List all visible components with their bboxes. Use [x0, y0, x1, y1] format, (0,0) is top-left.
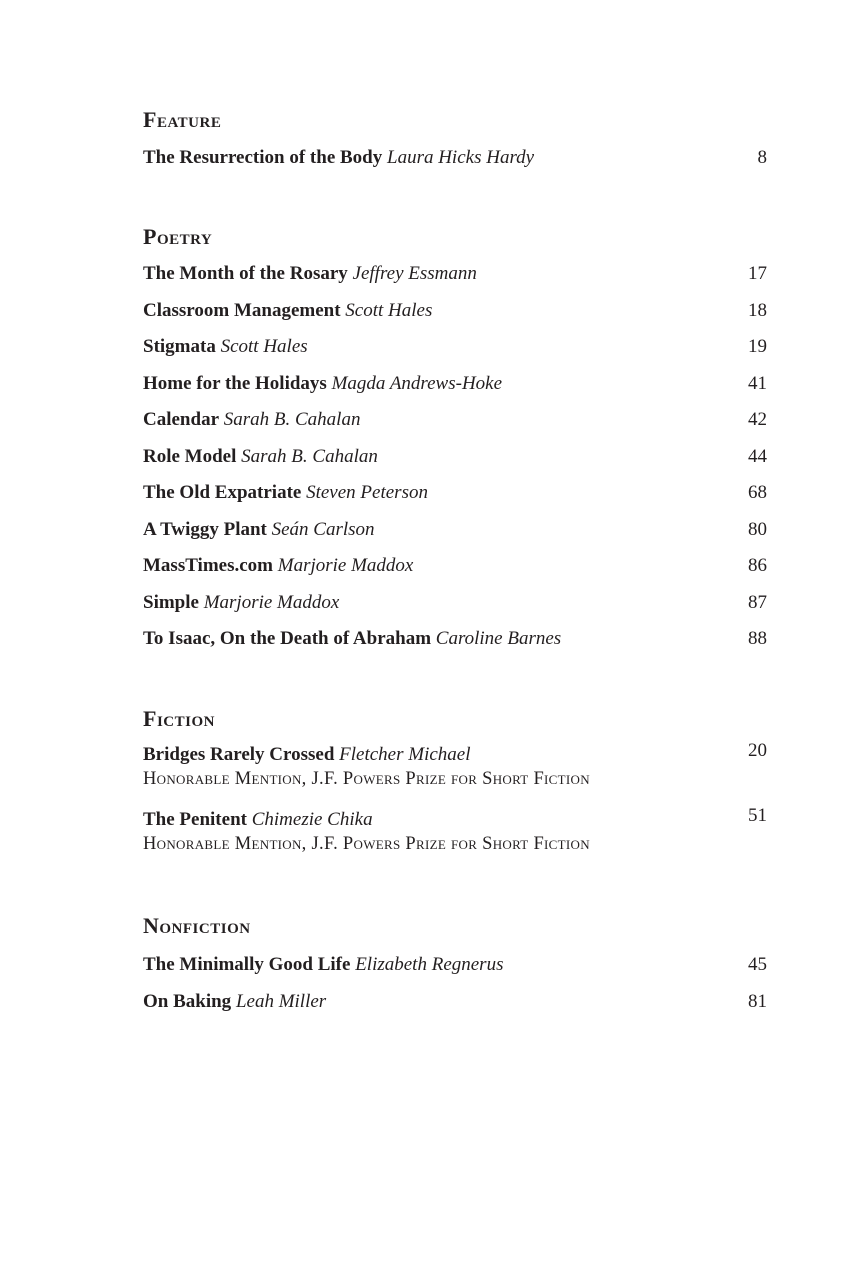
entry-author: Elizabeth Regnerus	[355, 954, 504, 975]
entry-author: Sarah B. Cahalan	[241, 445, 378, 467]
entry-author: Magda Andrews-Hoke	[331, 372, 503, 394]
toc-entry	[143, 627, 773, 664]
entry-title: Role Model	[143, 445, 237, 467]
section-heading: Nonfiction	[143, 913, 251, 938]
section-fiction	[143, 706, 773, 873]
entry-title: On Baking	[143, 990, 232, 1012]
toc-entry	[143, 445, 773, 482]
toc-entry	[143, 408, 773, 445]
toc-entry	[143, 591, 773, 628]
toc-entry	[143, 335, 773, 372]
entry-title: MassTimes.com	[143, 555, 273, 576]
entry-title: Calendar	[143, 409, 219, 430]
entry-author: Caroline Barnes	[435, 628, 562, 649]
toc-entry	[143, 554, 773, 591]
entry-page: 45	[748, 954, 767, 975]
entry-page: 41	[748, 372, 767, 394]
entry-author: Jeffrey Essmann	[352, 263, 477, 284]
section-heading: Feature	[143, 107, 222, 132]
entry-title: The Resurrection of the Body	[143, 147, 383, 168]
toc-entry	[143, 299, 773, 336]
toc-entry	[143, 262, 773, 299]
entry-page: 19	[748, 336, 767, 357]
entry-title: The Old Expatriate	[143, 482, 302, 503]
entry-page: 87	[748, 591, 767, 613]
entry-page: 68	[748, 482, 767, 503]
entry-author: Marjorie Maddox	[277, 555, 414, 576]
entry-author: Scott Hales	[220, 336, 308, 357]
entry-page: 86	[748, 555, 767, 576]
entry-award-note: Honorable Mention, J.F. Powers Prize for Short Fiction	[143, 834, 590, 854]
entry-page: 17	[748, 263, 767, 284]
entry-page: 44	[748, 445, 767, 467]
entry-title: The Penitent	[143, 809, 247, 830]
entry-title: The Minimally Good Life	[143, 954, 351, 975]
entry-title: Stigmata	[143, 336, 216, 357]
entry-page: 81	[748, 990, 767, 1012]
toc-entry	[143, 481, 773, 518]
toc-entry	[143, 953, 773, 990]
entry-author: Seán Carlson	[271, 518, 375, 540]
toc-entry	[143, 146, 773, 183]
entry-author: Laura Hicks Hardy	[387, 147, 535, 168]
entry-page: 80	[748, 518, 767, 540]
section-feature	[143, 107, 773, 183]
section-poetry	[143, 224, 773, 664]
toc-entry	[143, 805, 773, 873]
entry-page: 88	[748, 628, 767, 649]
entry-title: The Month of the Rosary	[143, 263, 348, 284]
toc-entry	[143, 990, 773, 1027]
entry-page: 51	[748, 805, 767, 826]
section-nonfiction	[143, 913, 773, 1026]
entry-title: Bridges Rarely Crossed	[143, 744, 335, 765]
section-heading: Fiction	[143, 706, 215, 731]
entry-page: 42	[748, 409, 767, 430]
entry-page: 18	[748, 299, 767, 321]
entry-page: 8	[757, 147, 767, 168]
entry-author: Sarah B. Cahalan	[223, 409, 361, 430]
entry-page: 20	[748, 740, 767, 761]
entry-author: Fletcher Michael	[339, 744, 471, 765]
entry-title: Classroom Management	[143, 299, 341, 321]
entry-author: Scott Hales	[345, 299, 433, 321]
entry-author: Steven Peterson	[306, 482, 428, 503]
entry-author: Chimezie Chika	[251, 809, 373, 830]
entry-title: Simple	[143, 591, 199, 613]
toc-entry	[143, 372, 773, 409]
toc-entry	[143, 740, 773, 808]
entry-author: Marjorie Maddox	[203, 591, 340, 613]
entry-author: Leah Miller	[235, 990, 327, 1012]
toc-entry	[143, 518, 773, 555]
entry-title: Home for the Holidays	[143, 372, 327, 394]
section-heading: Poetry	[143, 224, 213, 249]
entry-award-note: Honorable Mention, J.F. Powers Prize for Short Fiction	[143, 769, 590, 789]
entry-title: A Twiggy Plant	[143, 518, 267, 540]
entry-title: To Isaac, On the Death of Abraham	[143, 628, 432, 649]
